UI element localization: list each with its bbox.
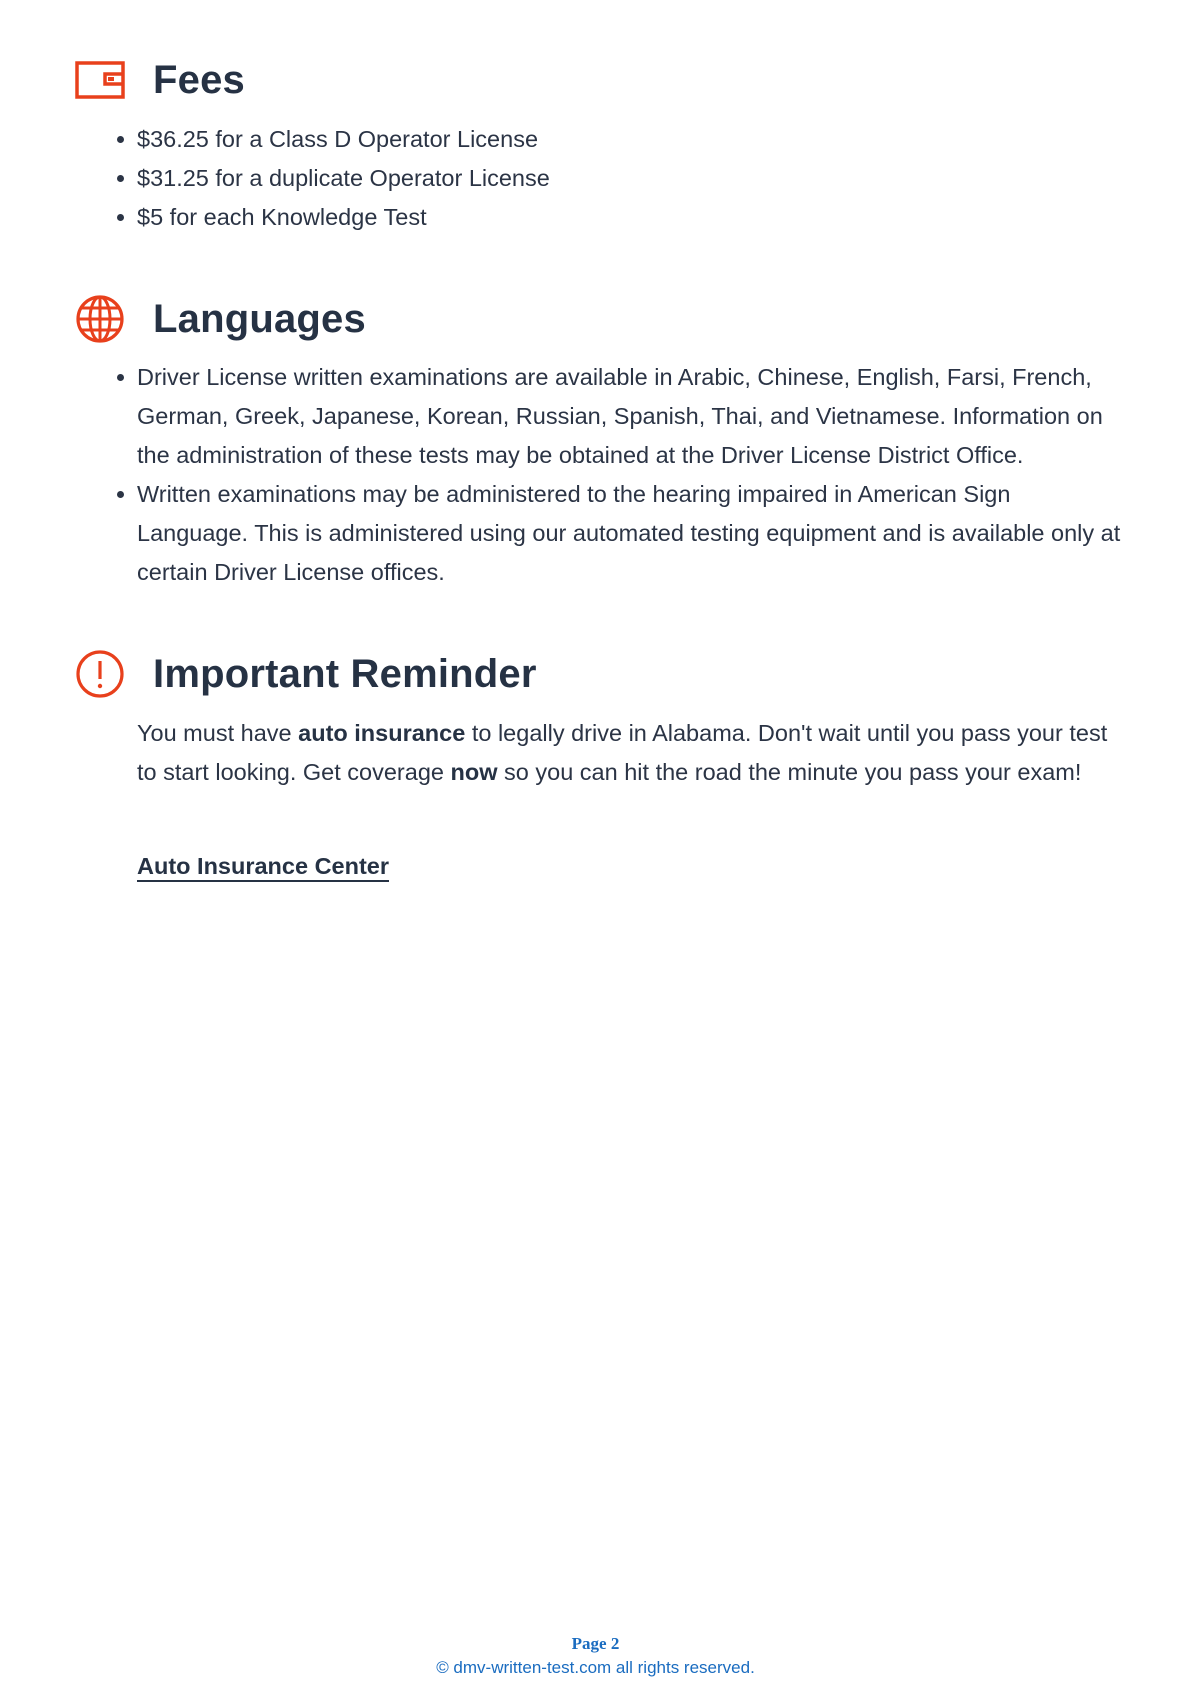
- list-item: Written examinations may be administered to the hearing impaired in American Sign Language. This is administered using our automated testing equipment and is available only at certain Driver License offices.: [115, 475, 1125, 592]
- languages-title: Languages: [153, 296, 366, 341]
- list-item: $31.25 for a duplicate Operator License: [115, 159, 1125, 198]
- reminder-text-part: You must have: [137, 720, 299, 746]
- languages-heading: [75, 292, 366, 346]
- reminder-bold-now: now: [450, 759, 498, 785]
- alert-circle-icon: [75, 649, 125, 699]
- reminder-text: [137, 714, 1127, 792]
- fees-title: Fees: [153, 57, 245, 102]
- list-item: $36.25 for a Class D Operator License: [115, 120, 1125, 159]
- auto-insurance-center-link[interactable]: Auto Insurance Center: [137, 852, 389, 882]
- reminder-text-part: to legally drive in Alabama. Don't wait until you pass your test to start looking. Get coverage: [137, 720, 1108, 785]
- list-item: Driver License written examinations are available in Arabic, Chinese, English, Farsi, French, German, Greek, Japanese, Korean, Russian, Spanish, Thai, and Vietnamese. Information on the administration of these tests may be obtained at the Driver License District Office.: [115, 358, 1125, 475]
- copyright-text: © dmv-written-test.com all rights reserved.: [436, 1658, 755, 1677]
- reminder-heading: [75, 647, 537, 701]
- reminder-title: Important Reminder: [153, 651, 537, 696]
- list-item: $5 for each Knowledge Test: [115, 198, 1125, 237]
- reminder-bold-auto-insurance: auto insurance: [298, 720, 466, 746]
- fees-heading: [75, 53, 245, 107]
- page-number: Page 2: [571, 1634, 620, 1653]
- globe-icon: [75, 294, 125, 344]
- fees-list: [115, 120, 1125, 237]
- reminder-text-part: so you can hit the road the minute you pass your exam!: [497, 759, 1082, 785]
- wallet-icon: [75, 55, 125, 105]
- languages-list: [115, 358, 1125, 592]
